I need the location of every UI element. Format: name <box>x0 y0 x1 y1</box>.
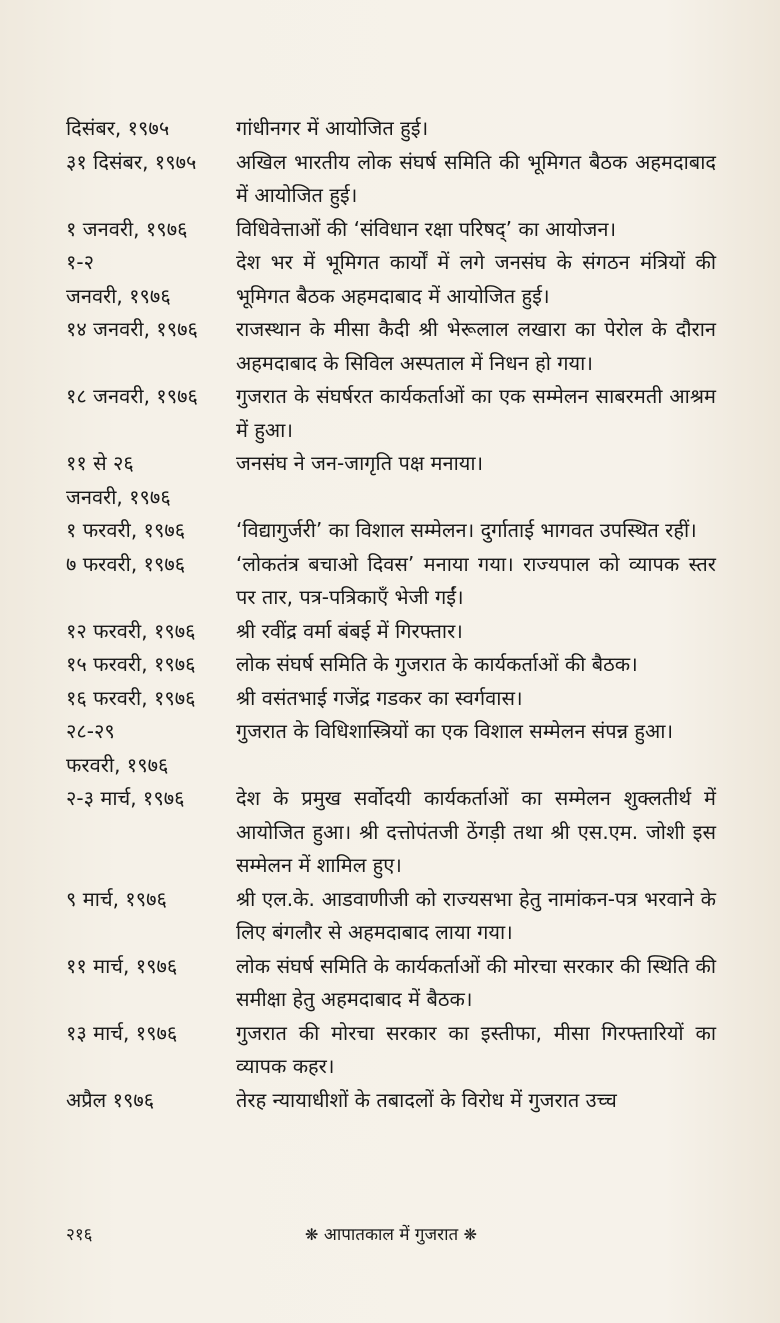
entry-date: १ जनवरी, १९७६ <box>66 216 188 241</box>
running-title <box>66 1222 716 1245</box>
entry-text: गुजरात के विधिशास्त्रियों का एक विशाल सम्मेलन संपन्न हुआ। <box>236 719 674 743</box>
star-icon: ❋ <box>305 1225 319 1244</box>
entry-text: देश के प्रमुख सर्वोदयी कार्यकर्ताओं का सम्मेलन शुक्लतीर्थ में आयोजित हुआ। श्री दत्तोपंतजी ठेंगड़ी तथा श्री एस.एम. जोशी इस सम्मेलन में शामिल हुए। <box>236 786 716 877</box>
entry-date: २८-२९ फरवरी, १९७६ <box>66 719 169 777</box>
entry-date: १५ फरवरी, १९७६ <box>66 652 196 676</box>
entry-date: १४ जनवरी, १९७६ <box>66 317 198 341</box>
chronology-entry <box>66 246 716 313</box>
entry-date: १८ जनवरी, १९७६ <box>66 384 198 408</box>
page-footer <box>66 1222 716 1252</box>
entry-date: अप्रैल १९७६ <box>66 1087 155 1112</box>
chronology-entry <box>66 548 716 615</box>
chronology-entry <box>66 648 716 682</box>
entry-text: गांधीनगर में आयोजित हुई। <box>236 116 429 140</box>
chronology-entry <box>66 380 716 447</box>
chronology-list <box>66 112 716 1117</box>
entry-date: ११ मार्च, १९७६ <box>66 953 178 978</box>
running-title-text: आपातकाल में गुजरात <box>323 1225 459 1245</box>
entry-text: श्री वसंतभाई गजेंद्र गडकर का स्वर्गवास। <box>236 685 523 710</box>
entry-date: १६ फरवरी, १९७६ <box>66 685 196 710</box>
chronology-entry <box>66 615 716 649</box>
entry-date: १ फरवरी, १९७६ <box>66 518 186 542</box>
entry-date: १-२ जनवरी, १९७६ <box>66 250 171 308</box>
entry-text: श्री रवींद्र वर्मा बंबई में गिरफ्तार। <box>236 618 463 643</box>
chronology-entry <box>66 514 716 548</box>
entry-text: लोक संघर्ष समिति के कार्यकर्ताओं की मोरचा सरकार की स्थिति की समीक्षा हेतु अहमदाबाद में बैठक। <box>236 953 716 1011</box>
chronology-entry <box>66 447 716 514</box>
entry-date: ९ मार्च, १९७६ <box>66 886 167 911</box>
entry-text: ‘लोकतंत्र बचाओ दिवस’ मनाया गया। राज्यपाल को व्यापक स्तर पर तार, पत्र-पत्रिकाएँ भेजी गईं। <box>236 551 716 609</box>
chronology-entry <box>66 883 716 950</box>
entry-date: १३ मार्च, १९७६ <box>66 1020 178 1045</box>
chronology-entry <box>66 1084 716 1118</box>
entry-text: देश भर में भूमिगत कार्यों में लगे जनसंघ के संगठन मंत्रियों की भूमिगत बैठक अहमदाबाद में आयोजित हुई। <box>236 250 716 308</box>
entry-date: २-३ मार्च, १९७६ <box>66 786 185 810</box>
chronology-entry <box>66 213 716 247</box>
entry-text: जनसंघ ने जन-जागृति पक्ष मनाया। <box>236 451 484 475</box>
entry-text: विधिवेत्ताओं की ‘संविधान रक्षा परिषद्’ का आयोजन। <box>236 216 617 241</box>
entry-date: ११ से २६ जनवरी, १९७६ <box>66 451 171 509</box>
entry-text: गुजरात की मोरचा सरकार का इस्तीफा, मीसा गिरफ्तारियों का व्यापक कहर। <box>236 1020 716 1078</box>
entry-text: ‘विद्यागुर्जरी’ का विशाल सम्मेलन। दुर्गाताई भागवत उपस्थित रहीं। <box>236 518 697 542</box>
chronology-entry <box>66 782 716 883</box>
chronology-entry <box>66 112 716 146</box>
entry-text: राजस्थान के मीसा कैदी श्री भेरूलाल लखारा का पेरोल के दौरान अहमदाबाद के सिविल अस्पताल में निधन हो गया। <box>236 317 716 375</box>
entry-text: तेरह न्यायाधीशों के तबादलों के विरोध में गुजरात उच्च <box>236 1087 617 1112</box>
chronology-entry <box>66 715 716 782</box>
entry-text: लोक संघर्ष समिति के गुजरात के कार्यकर्ताओं की बैठक। <box>236 652 638 676</box>
entry-text: श्री एल.के. आडवाणीजी को राज्यसभा हेतु नामांकन-पत्र भरवाने के लिए बंगलौर से अहमदाबाद लाया गया। <box>236 886 716 944</box>
chronology-entry <box>66 146 716 213</box>
chronology-entry <box>66 950 716 1017</box>
chronology-entry <box>66 313 716 380</box>
star-icon: ❋ <box>463 1225 477 1244</box>
entry-date: ७ फरवरी, १९७६ <box>66 551 186 576</box>
entry-text: गुजरात के संघर्षरत कार्यकर्ताओं का एक सम्मेलन साबरमती आश्रम में हुआ। <box>236 384 716 442</box>
entry-date: १२ फरवरी, १९७६ <box>66 618 196 643</box>
entry-text: अखिल भारतीय लोक संघर्ष समिति की भूमिगत बैठक अहमदाबाद में आयोजित हुई। <box>236 149 716 207</box>
chronology-entry <box>66 1017 716 1084</box>
page-number: २१६ <box>66 1225 93 1245</box>
chronology-entry <box>66 682 716 716</box>
entry-date: ३१ दिसंबर, १९७५ <box>66 149 197 174</box>
entry-date: दिसंबर, १९७५ <box>66 116 170 140</box>
